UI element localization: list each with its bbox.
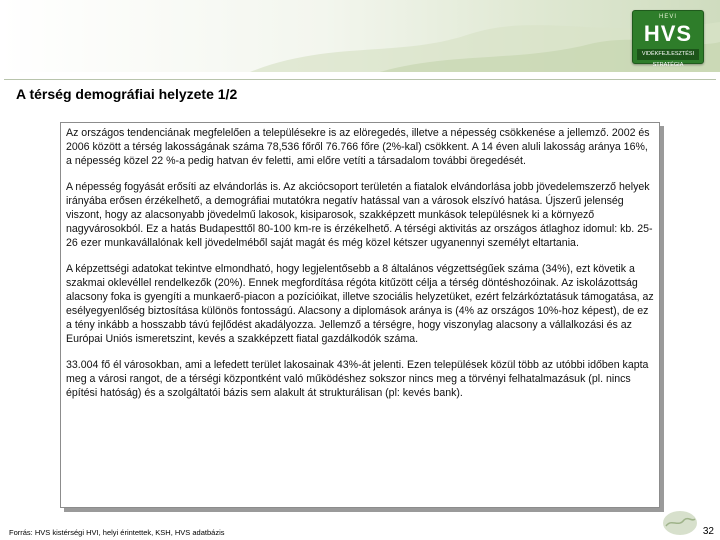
paragraph-demographics: Az országos tendenciának megfelelően a településekre is az elöregedés, illetve a népesség csökkenése a jellemző. 2002 és 2006 között a térség lakosságának száma 78,536 főről 76.766 főre (2%-kal) csökkent. A 14 éven aluli lakosság aránya 16%, a népesség közel 22 %-a pedig hatvan év feletti, ami előre vetíti a társadalom további öregedését. [66,127,650,167]
landscape-decoration [0,0,720,72]
page-title: A térség demográfiai helyzete 1/2 [16,86,238,102]
logo-top-text: HEVI [658,14,677,20]
paragraph-urban-population: 33.004 fő él városokban, ami a lefedett terület lakosainak 43%-át jelenti. Ezen települések közül több az utóbbi időben kapta meg a városi rangot, de a térségi központként való működéshez sokszor nincs meg a törvényi felhatalmazásuk (pl. nincs építési hatóság) és a szolgáltatói bázis sem alakult át strukturálisan (pl: kevés bank). [66,359,649,399]
paragraph-education: A képzettségi adatokat tekintve elmondható, hogy legjelentősebb a 8 általános végzettségűek száma (34%), ezt követik a szakmai oklevéllel rendelkezők (20%). Ennek megfordítása régóta kitűzött célja a térség döntéshozóinak. Az iskolázottság alacsony foka is gyengíti a munkaerő-piacon a pozícióikat, illetve szociális helyzetüket, ezért felzárkóztatásuk támogatása, az esélyegyenlőség biztosítása különös fontosságú. Alacsony a diplomások aránya is (4% az országos 10%-hoz képest), de ez a tény inkább a hosszabb távú fejlődést akadályozza. Jellemző a térségre, hogy viszonylag alacsony a vállalkozási és az Európai Uniós ismeretszint, kevés a szakképzett fiatal gazdálkodók száma. [66,263,654,345]
content-box [60,122,660,508]
logo-main-text: HVS [643,21,693,46]
hvs-logo [632,10,704,68]
logo-tagline: VIDÉKFEJLESZTÉSI STRATÉGIA [637,49,699,60]
paragraph-migration: A népesség fogyását erősíti az elvándorlás is. Az akciócsoport területén a fiatalok elvándorlása jobb jövedelemszerző helyek irányába erősen érzékelhető, a demográfiai mutatókra negatív hatással van a városok elszívó hatása. Újszerű jelenség viszont, hogy az alacsonyabb jövedelmű lakosok, kisiparosok, szakképzett munkások településnek ki a környező nagyvárosokból. Ez a hatás Budapesttől 80-100 km-re is érzékelhető. A térségi aktivitás az országos átlaghoz idomul: kb. 25-26 ezer munkavállalónak kell jövedelméből saját magát és még közel kétszer ugyanennyi személyt eltartania. [66,181,653,249]
page-number: 32 [702,526,714,537]
header-banner [0,0,720,72]
title-divider [4,79,716,80]
source-note: Forrás: HVS kistérségi HVI, helyi érintettek, KSH, HVS adatbázis [9,528,225,537]
